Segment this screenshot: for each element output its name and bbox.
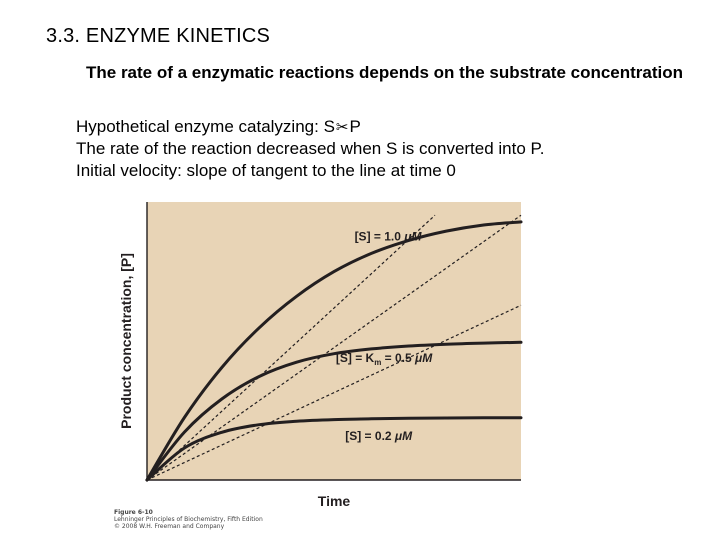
- body-line-rate: The rate of the reaction decreased when S is converted into P.: [76, 139, 545, 158]
- series-label-1: [S] = 1.0 μM: [354, 229, 422, 244]
- scissors-icon: ✂: [335, 118, 349, 136]
- body-text: [76, 116, 544, 182]
- body-line-reaction: [76, 116, 544, 138]
- figure-credit-copyright: © 2008 W.H. Freeman and Company: [114, 523, 225, 530]
- slide-subtitle: The rate of a enzymatic reactions depends on the substrate concentration: [86, 63, 684, 82]
- reaction-prefix: Hypothetical enzyme catalyzing: S: [76, 117, 335, 136]
- body-line-velocity: Initial velocity: slope of tangent to the line at time 0: [76, 161, 456, 180]
- reaction-suffix: P: [349, 117, 361, 136]
- figure-credit: [114, 509, 263, 530]
- enzyme-kinetics-chart: [110, 196, 530, 516]
- x-axis-label: Time: [317, 493, 351, 509]
- y-axis-label: Product concentration, [P]: [118, 253, 134, 429]
- slide-title: 3.3. ENZYME KINETICS: [46, 25, 271, 47]
- series-label-2: $[S] = K_m = 0.5$ μM: [335, 351, 433, 368]
- figure-credit-label: Figure 6-10: [114, 509, 153, 516]
- series-label-3: [S] = 0.2 μM: [345, 428, 413, 443]
- figure-credit-book: Lehninger Principles of Biochemistry, Fifth Edition: [114, 516, 263, 523]
